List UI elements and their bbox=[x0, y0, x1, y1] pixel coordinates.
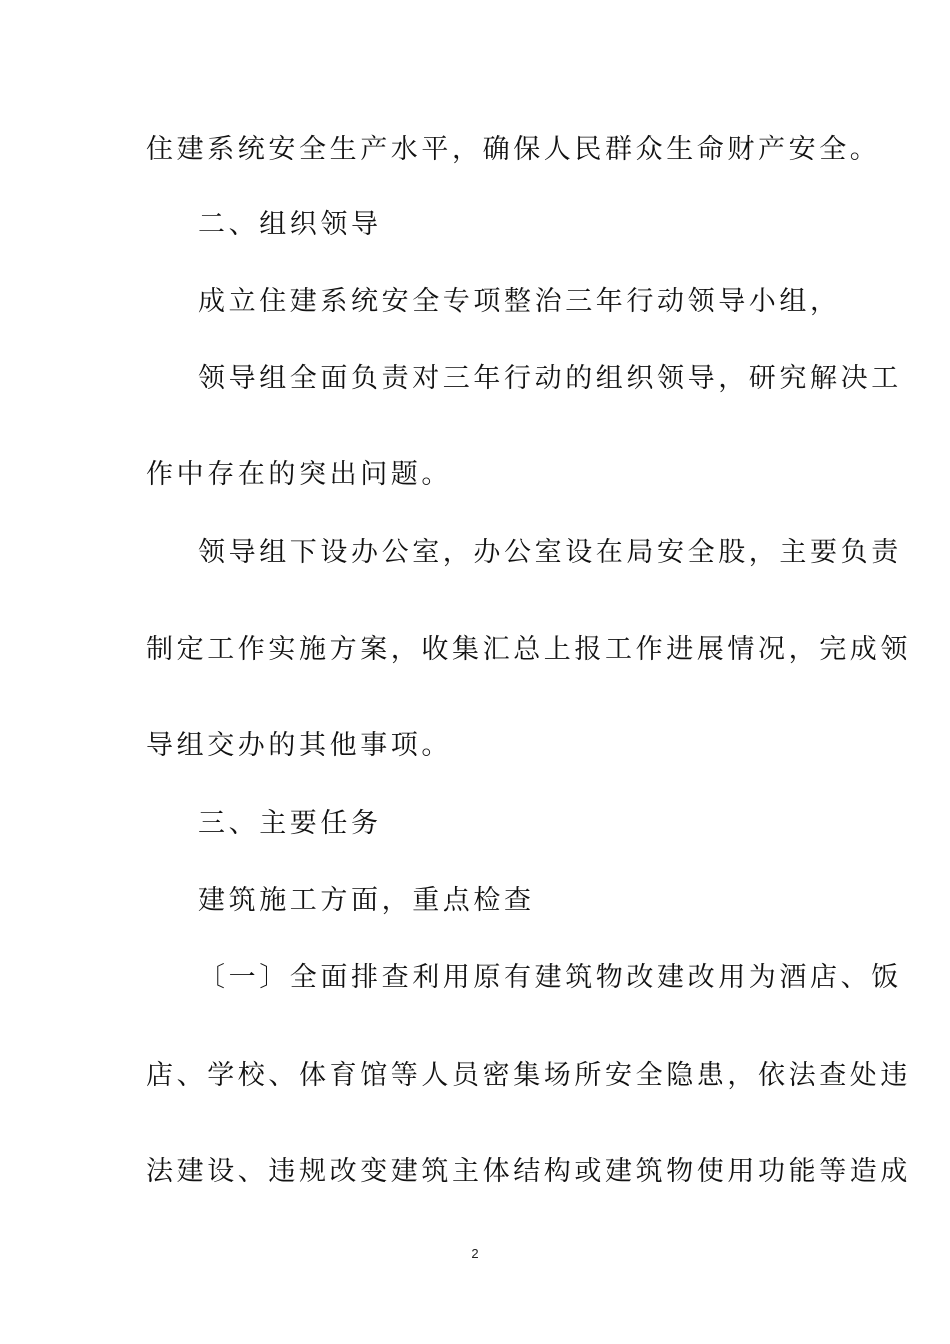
text-line-13: 法建设、违规改变建筑主体结构或建筑物使用功能等造成 bbox=[146, 1156, 911, 1187]
text-line-10: 建筑施工方面，重点检查 bbox=[198, 885, 535, 916]
text-line-7: 制定工作实施方案，收集汇总上报工作进展情况，完成领 bbox=[146, 634, 911, 665]
text-line-8: 导组交办的其他事项。 bbox=[146, 730, 452, 761]
text-line-3: 成立住建系统安全专项整治三年行动领导小组， bbox=[198, 286, 841, 317]
text-line-4: 领导组全面负责对三年行动的组织领导，研究解决工 bbox=[198, 363, 902, 394]
text-line-6: 领导组下设办公室，办公室设在局安全股，主要负责 bbox=[198, 537, 902, 568]
text-line-12: 店、学校、体育馆等人员密集场所安全隐患，依法查处违 bbox=[146, 1060, 911, 1091]
page-number: 2 bbox=[471, 1246, 479, 1261]
section-heading-main-tasks: 三、主要任务 bbox=[198, 808, 382, 839]
text-line-1: 住建系统安全生产水平，确保人民群众生命财产安全。 bbox=[146, 134, 881, 165]
section-heading-organization: 二、组织领导 bbox=[198, 209, 382, 240]
text-line-5: 作中存在的突出问题。 bbox=[146, 459, 452, 490]
text-line-11: 〔一〕全面排查利用原有建筑物改建改用为酒店、饭 bbox=[198, 962, 902, 993]
